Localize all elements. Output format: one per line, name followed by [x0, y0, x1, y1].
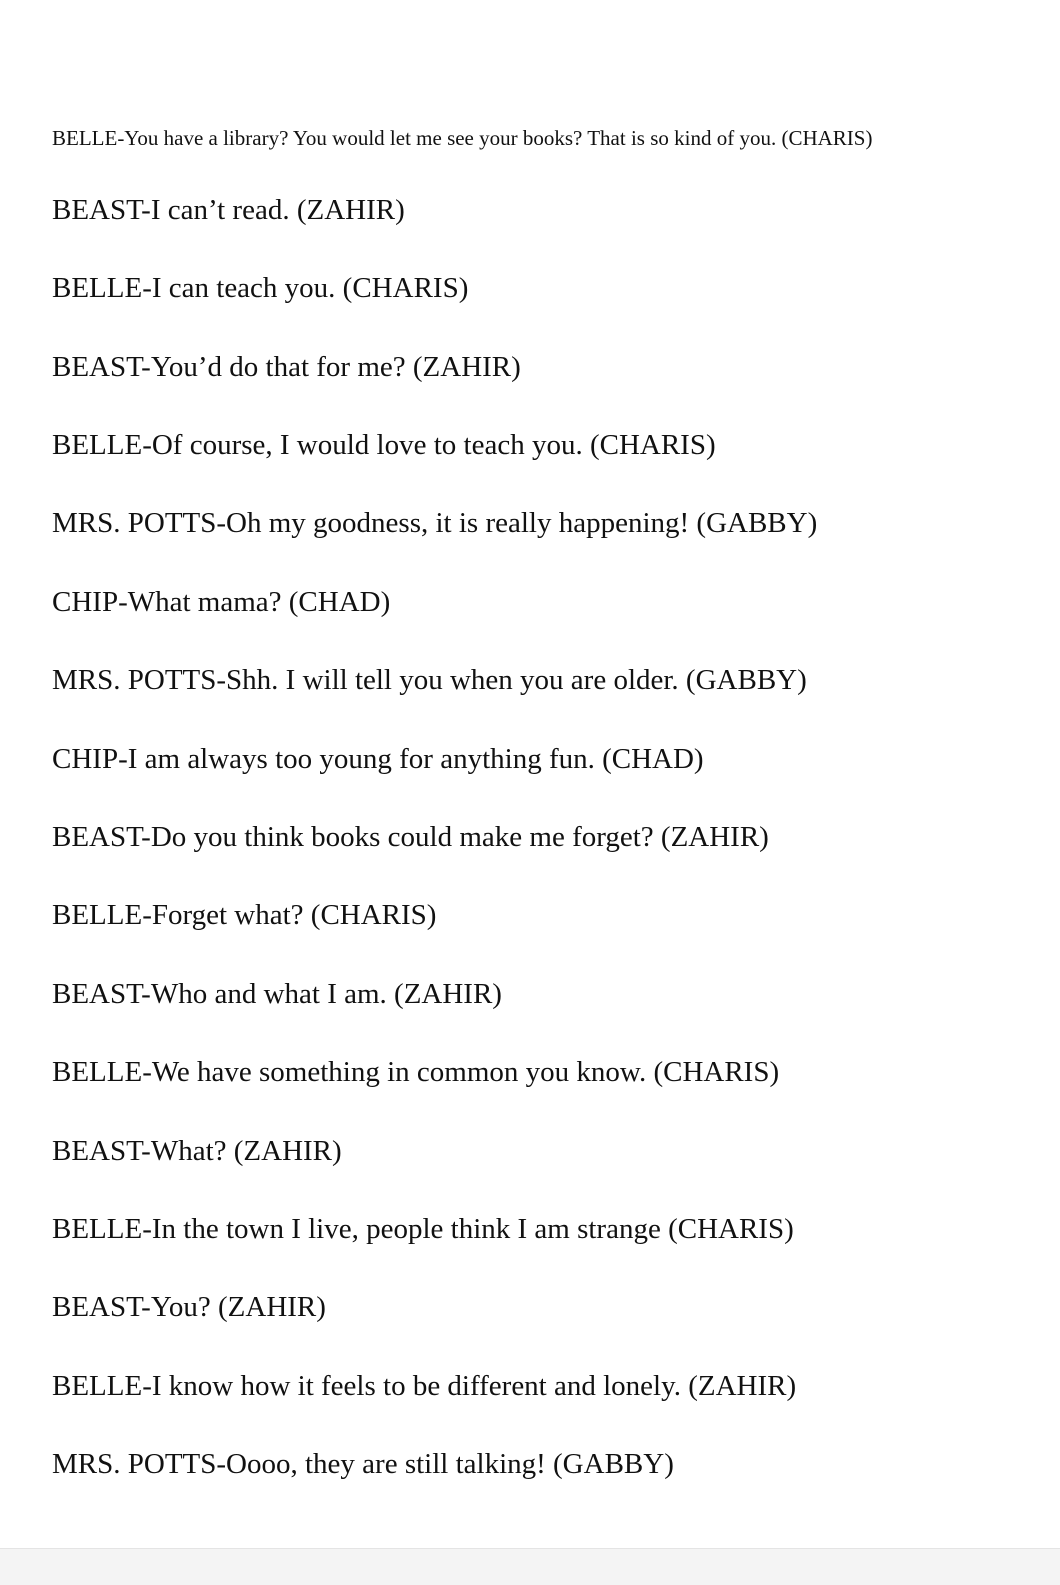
script-line: BELLE-In the town I live, people think I am strange (CHARIS) [52, 1213, 794, 1245]
script-line: MRS. POTTS-Oooo, they are still talking! (GABBY) [52, 1448, 674, 1480]
script-line: BEAST-You’d do that for me? (ZAHIR) [52, 351, 521, 383]
script-line: CHIP-I am always too young for anything fun. (CHAD) [52, 743, 704, 775]
script-line: CHIP-What mama? (CHAD) [52, 586, 391, 618]
script-line: BELLE-I know how it feels to be different and lonely. (ZAHIR) [52, 1370, 797, 1402]
script-line: BELLE-You have a library? You would let me see your books? That is so kind of you. (CHARIS) [52, 126, 873, 150]
script-line: BELLE-We have something in common you know. (CHARIS) [52, 1056, 780, 1088]
script-line: BELLE-Of course, I would love to teach you. (CHARIS) [52, 429, 716, 461]
script-line: BELLE-I can teach you. (CHARIS) [52, 272, 469, 304]
script-line: BEAST-Who and what I am. (ZAHIR) [52, 978, 502, 1010]
page-bottom-edge [0, 1548, 1060, 1585]
script-line: BEAST-Do you think books could make me forget? (ZAHIR) [52, 821, 769, 853]
script-line: MRS. POTTS-Oh my goodness, it is really happening! (GABBY) [52, 507, 818, 539]
script-line: BEAST-I can’t read. (ZAHIR) [52, 194, 405, 226]
script-line: BEAST-You? (ZAHIR) [52, 1291, 326, 1323]
script-line: BELLE-Forget what? (CHARIS) [52, 899, 437, 931]
script-line: MRS. POTTS-Shh. I will tell you when you are older. (GABBY) [52, 664, 807, 696]
script-line: BEAST-What? (ZAHIR) [52, 1135, 342, 1167]
